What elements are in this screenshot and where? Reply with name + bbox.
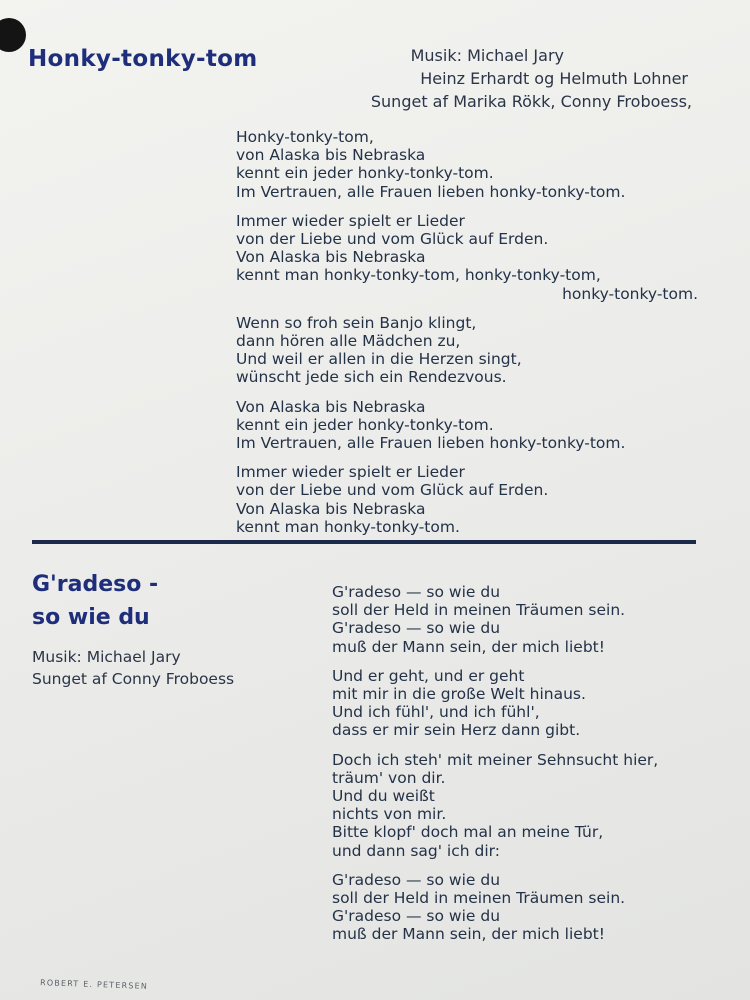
- title-line: G'radeso -: [32, 572, 159, 597]
- lyric-line: Immer wieder spielt er Lieder: [236, 211, 465, 230]
- lyric-line: Von Alaska bis Nebraska: [236, 397, 426, 416]
- stanza: [332, 871, 712, 944]
- lyric-line: nichts von mir.: [332, 805, 447, 824]
- song2-credits: [32, 646, 234, 690]
- credit-line: Sunget af Marika Rökk, Conny Froboess,: [370, 92, 692, 111]
- song2-lyrics: [332, 583, 712, 955]
- lyric-line: mit mir in die große Welt hinaus.: [332, 685, 586, 704]
- stanza: [236, 463, 698, 536]
- lyric-line: muß der Mann sein, der mich liebt!: [332, 925, 605, 944]
- lyric-line: soll der Held in meinen Träumen sein.: [332, 889, 626, 908]
- lyric-line: Im Vertrauen, alle Frauen lieben honky-tonky-tom.: [236, 434, 626, 453]
- section-divider: [32, 540, 696, 544]
- stanza: [332, 751, 712, 860]
- lyric-line: von der Liebe und vom Glück auf Erden.: [236, 230, 549, 249]
- lyric-line: Und du weißt: [332, 787, 435, 806]
- lyric-line: Von Alaska bis Nebraska: [236, 499, 426, 518]
- song-title-gradeso: [32, 568, 158, 634]
- song-title-honky-tonky-tom: Honky-tonky-tom: [28, 46, 258, 72]
- publisher-imprint: ROBERT E. PETERSEN: [39, 978, 149, 991]
- punch-hole: [0, 18, 26, 52]
- stanza: [236, 212, 698, 303]
- lyric-line: Honky-tonky-tom,: [236, 128, 374, 146]
- lyric-line: kennt man honky-tonky-tom, honky-tonky-tom,: [236, 266, 601, 285]
- lyric-line: soll der Held in meinen Träumen sein.: [332, 601, 626, 620]
- stanza: [332, 583, 712, 656]
- lyric-line: G'radeso — so wie du: [332, 583, 501, 601]
- lyric-line: muß der Mann sein, der mich liebt!: [332, 637, 605, 656]
- lyric-line: kennt man honky-tonky-tom.: [236, 517, 460, 536]
- lyric-line: G'radeso — so wie du: [332, 870, 501, 889]
- lyric-line: Immer wieder spielt er Lieder: [236, 463, 465, 482]
- lyric-line: kennt ein jeder honky-tonky-tom.: [236, 164, 494, 183]
- lyric-line: Bitte klopf' doch mal an meine Tür,: [332, 823, 604, 842]
- lyric-line: G'radeso — so wie du: [332, 619, 501, 638]
- lyric-line: von der Liebe und vom Glück auf Erden.: [236, 481, 549, 500]
- song1-credits: [371, 44, 692, 113]
- stanza: [236, 398, 698, 453]
- lyric-line: Und weil er allen in die Herzen singt,: [236, 350, 522, 369]
- credit-line: Musik: Michael Jary: [410, 46, 564, 65]
- credit-line: Musik: Michael Jary: [32, 648, 181, 666]
- song1-lyrics: [236, 128, 698, 547]
- lyric-line: wünscht jede sich ein Rendezvous.: [236, 368, 507, 387]
- stanza: [236, 128, 698, 201]
- stanza: [236, 314, 698, 387]
- lyric-line: träum' von dir.: [332, 768, 446, 787]
- lyric-line: dass er mir sein Herz dann gibt.: [332, 721, 581, 740]
- lyric-line: Im Vertrauen, alle Frauen lieben honky-tonky-tom.: [236, 182, 626, 201]
- lyric-line: Und er geht, und er geht: [332, 666, 525, 685]
- lyric-line: kennt ein jeder honky-tonky-tom.: [236, 415, 494, 434]
- title-line: so wie du: [32, 605, 150, 630]
- lyric-line: dann hören alle Mädchen zu,: [236, 332, 461, 351]
- stanza: [332, 667, 712, 740]
- lyric-line: honky-tonky-tom.: [562, 284, 698, 303]
- lyric-line: Wenn so froh sein Banjo klingt,: [236, 313, 477, 332]
- lyric-line: von Alaska bis Nebraska: [236, 146, 426, 165]
- lyric-line: Und ich fühl', und ich fühl',: [332, 703, 540, 722]
- credit-line: Sunget af Conny Froboess: [32, 670, 235, 688]
- lyric-line: G'radeso — so wie du: [332, 907, 501, 926]
- credit-line: Heinz Erhardt og Helmuth Lohner: [420, 69, 688, 88]
- lyric-line: und dann sag' ich dir:: [332, 841, 500, 860]
- lyric-line: Von Alaska bis Nebraska: [236, 248, 426, 267]
- lyric-line: Doch ich steh' mit meiner Sehnsucht hier,: [332, 750, 659, 769]
